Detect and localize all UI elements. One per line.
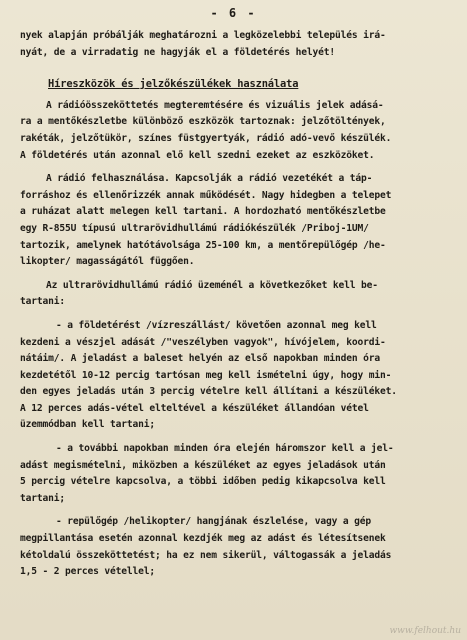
list-item-following-days <box>20 441 460 507</box>
text-line: likopter/ magasságától függően. <box>20 256 195 268</box>
text-line: A 12 perces adás-vétel elteltével a készüléket állandóan vétel <box>20 402 369 414</box>
list-item-aircraft-contact <box>20 514 460 580</box>
text-line: a ruházat alatt melegen kell tartani. A hordozható mentőkészletbe <box>20 206 386 218</box>
paragraph-radio-usage <box>20 171 460 271</box>
text-line: tartani; <box>20 492 66 504</box>
text-line: nyek alapján próbálják meghatározni a legközelebbi település irá- <box>20 30 386 41</box>
text-line: - a földetérést /vízreszállást/ követően azonnal meg kell <box>56 319 377 331</box>
text-line: kétoldalú összeköttetést; ha ez nem sikerül, váltogassák a jeladás <box>20 549 392 561</box>
watermark: www.felhout.hu <box>389 626 461 636</box>
text-line: kezdeni a vészjel adását /"veszélyben vagyok", hívójelem, koordi- <box>20 336 386 348</box>
text-line: tartozik, amelynek hatótávolsága 25-100 km, a mentőrepülőgép /he- <box>20 239 386 251</box>
text-line: rakéták, jelzőtükör, színes füstgyertyák, rádió adó-vevő készülék. <box>20 132 392 144</box>
text-line: 1,5 - 2 perces vétellel; <box>20 566 156 578</box>
text-line: A rádió felhasználása. Kapcsolják a rádió vezetékét a táp- <box>46 173 373 185</box>
text-line: kezdetétől 10-12 percig tartósan meg kell ismételni úgy, hogy min- <box>20 369 392 381</box>
paragraph-rules-intro <box>20 278 460 311</box>
text-line: Az ultrarövidhullámú rádió üzeménél a következőket kell be- <box>46 279 378 291</box>
text-line: tartani: <box>20 296 66 308</box>
text-line: forráshoz és ellenőrizzék annak működését. Nagy hidegben a telepet <box>20 189 392 201</box>
text-line: A földetérés után azonnal elő kell szedni ezeket az eszközöket. <box>20 149 375 161</box>
text-line: nátáim/. A jeladást a baleset helyén az első napokban minden óra <box>20 353 381 365</box>
section-heading: Híreszközök és jelzőkészülékek használata <box>48 78 299 91</box>
text-line: ra a mentőkészletbe különböző eszközök tartoznak: jelzőtöltények, <box>20 116 386 128</box>
text-line: 5 percig vételre kapcsolva, a többi időben pedig kikapcsolva kell <box>20 476 386 488</box>
text-line: - a további napokban minden óra elején háromszor kell a jel- <box>56 443 394 455</box>
text-line: nyát, de a virradatig ne hagyják el a földetérés helyét! <box>20 46 336 58</box>
text-line: A rádióösszeköttetés megteremtésére és vizuális jelek adásá- <box>46 99 384 111</box>
list-item-first-signal <box>20 318 460 434</box>
page-number: - 6 - <box>210 6 257 20</box>
intro-paragraph <box>20 28 460 61</box>
text-line: adást megismételni, miközben a készüléket az egyes jeladások után <box>20 459 386 471</box>
text-line: egy R-855U típusú ultrarövidhullámú rádiókészülék /Priboj-1UM/ <box>20 222 369 234</box>
paragraph-equipment <box>20 98 460 164</box>
text-line: megpillantása esetén azonnal kezdjék meg az adást és létesítsenek <box>20 533 386 545</box>
text-line: den egyes jeladás után 3 percig vételre kell állítani a készüléket. <box>20 386 397 398</box>
text-line: - repülőgép /helikopter/ hangjának észlelése, vagy a gép <box>56 516 372 528</box>
document-body <box>20 28 460 581</box>
text-line: üzemmódban kell tartani; <box>20 419 156 431</box>
